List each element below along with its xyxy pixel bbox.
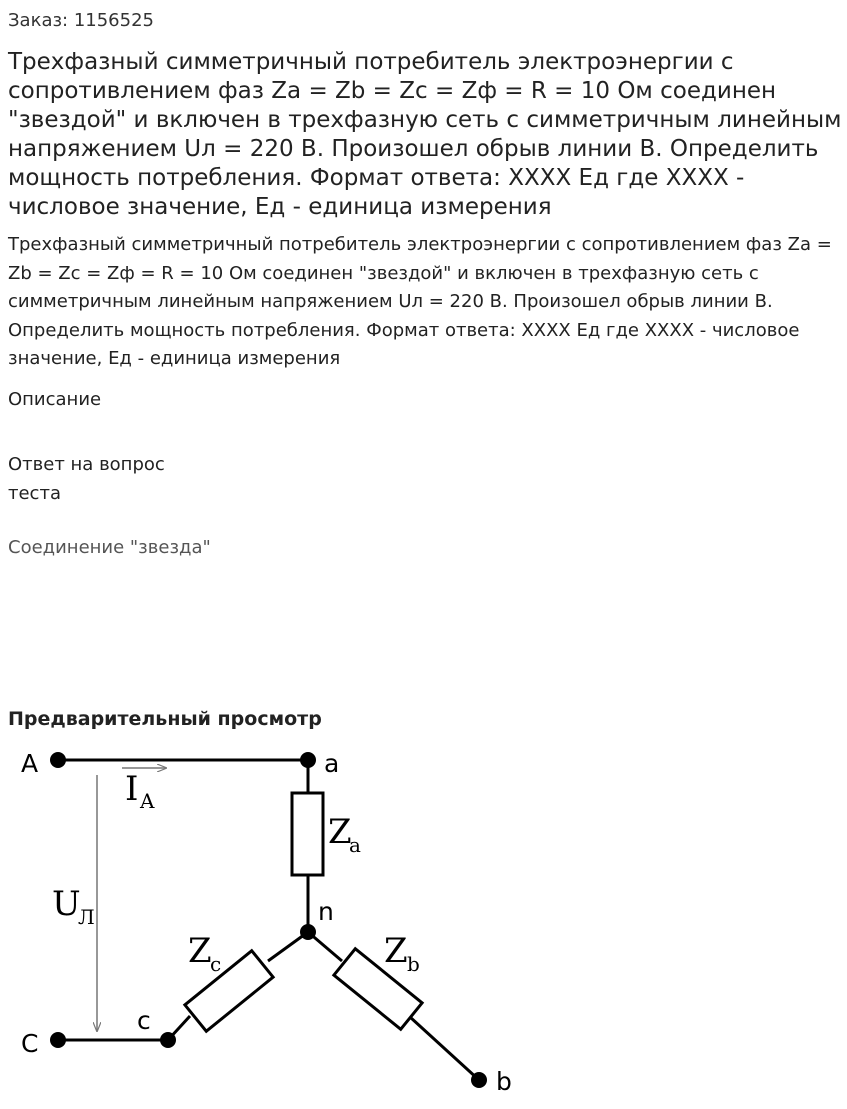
label-node-A: A — [21, 749, 39, 778]
label-za: Z — [328, 812, 352, 852]
node-c-dot — [160, 1032, 176, 1048]
node-C-dot — [50, 1032, 66, 1048]
label-za-sub: a — [349, 833, 361, 857]
order-number: Заказ: 1156525 — [8, 10, 154, 31]
description-label: Описание — [8, 389, 102, 410]
label-zb-sub: b — [407, 952, 420, 976]
label-zc-sub: c — [210, 952, 222, 976]
node-b-dot — [471, 1072, 487, 1088]
label-node-n: n — [318, 897, 334, 926]
label-voltage: U — [52, 884, 81, 924]
answer-label: Ответ на вопрос теста — [8, 454, 165, 504]
label-zc: Z — [188, 931, 212, 971]
node-n-dot — [300, 924, 316, 940]
label-node-a: a — [324, 749, 340, 778]
resistor-za — [292, 793, 323, 875]
label-node-C: C — [21, 1029, 39, 1058]
question-body: Трехфазный симметричный потребитель электроэнергии с сопротивлением фаз Za = Zb = Zc = Zф = R = 10 Ом соединен "звездой" и включен в трехфазную сеть с симметричным линейным напряжением Uл = 220 В. Произошел обрыв линии B. Определить мощность потребления. Формат ответа: XXXX Ед где XXXX - числовое значение, Ед - единица измерения — [8, 234, 832, 369]
label-node-c: c — [137, 1006, 151, 1035]
node-a-dot — [300, 752, 316, 768]
label-current-sub: A — [140, 789, 155, 813]
wire-zb-b — [410, 1017, 479, 1080]
label-current: I — [125, 769, 139, 809]
node-A-dot — [50, 752, 66, 768]
question-title: Трехфазный симметричный потребитель электроэнергии с сопротивлением фаз Za = Zb = Zc = Zф = R = 10 Ом соединен "звездой" и включен в трехфазную сеть с симметричным линейным напряжением Uл = 220 В. Произошел обрыв линии B. Определить мощность потребления. Формат ответа: XXXX Ед где XXXX - числовое значение, Ед - единица измерения — [8, 49, 842, 220]
label-voltage-sub: Л — [78, 905, 95, 929]
label-node-b: b — [496, 1067, 512, 1096]
label-zb: Z — [384, 931, 408, 971]
star-circuit-diagram — [0, 735, 540, 1109]
preview-label: Предварительный просмотр — [8, 708, 322, 730]
answer-value: Соединение "звезда" — [8, 537, 211, 558]
